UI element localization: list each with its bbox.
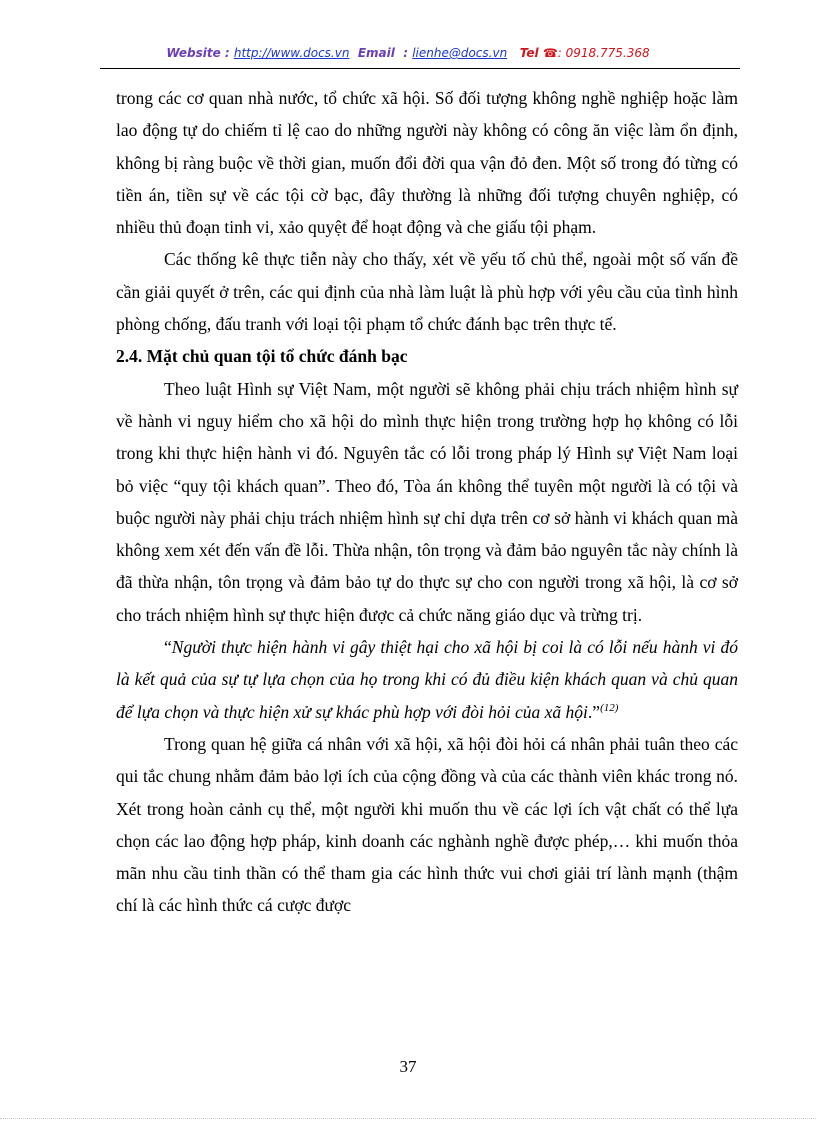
- page-bottom-border: [0, 1118, 816, 1119]
- website-label: Website: [166, 46, 221, 60]
- footnote-reference: (12): [600, 701, 619, 714]
- paragraph-3: Theo luật Hình sự Việt Nam, một người sẽ không phải chịu trách nhiệm hình sự về hành vi nguy hiểm cho xã hội do mình thực hiện trong trường hợp họ không có lỗi trong khi thực hiện hành vi đó. Nguyên tắc có lỗi trong pháp lý Hình sự Việt Nam loại bỏ việc “quy tội khách quan”. Theo đó, Tòa án không thể tuyên một người là có tội và buộc người này phải chịu trách nhiệm hình sự chỉ dựa trên cơ sở hành vi khách quan mà không xem xét đến vấn đề lỗi. Thừa nhận, tôn trọng và đảm bảo nguyên tắc này chính là đã thừa nhận, tôn trọng và đảm bảo tự do thực sự cho con người trong xã hội, là cơ sở cho trách nhiệm hình sự thực hiện được cả chức năng giáo dục và trừng trị.: [116, 378, 738, 625]
- website-link[interactable]: http://www.docs.vn: [233, 46, 350, 60]
- phone-icon: ☎: [542, 46, 558, 60]
- quote-close-mark: .”: [587, 701, 601, 722]
- page-number: 37: [399, 1057, 417, 1076]
- section-heading: 2.4. Mặt chủ quan tội tổ chức đánh bạc: [116, 346, 408, 367]
- quote-paragraph: [116, 631, 738, 728]
- paragraph-4: Trong quan hệ giữa cá nhân với xã hội, xã hội đòi hỏi cá nhân phải tuân theo các qui tắc chung nhằm đảm bảo lợi ích của cộng đồng và của các thành viên khác trong nó. Xét trong hoàn cảnh cụ thể, một người khi muốn thu về các lợi ích vật chất có thể lựa chọn các lao động hợp pháp, kinh doanh các nghành nghề được phép,… khi muốn thỏa mãn nhu cầu tinh thần có thể tham gia các hình thức vui chơi giải trí lành mạnh (thậm chí là các hình thức cá cược được: [116, 733, 738, 916]
- quote-text: Người thực hiện hành vi gây thiệt hại cho xã hội bị coi là có lỗi nếu hành vi đó là kết quả của sự tự lựa chọn của họ trong khi có đủ điều kiện khách quan và chủ quan để lựa chọn và thực hiện xử sự khác phù hợp với đòi hỏi của xã hội: [116, 637, 738, 722]
- email-link[interactable]: lienhe@docs.vn: [412, 46, 508, 60]
- tel-number: : 0918.775.368: [557, 46, 650, 60]
- page-header: Website : http://www.docs.vn Email : lienhe@docs.vn Tel ☎: 0918.775.368: [166, 46, 650, 60]
- paragraph-1: trong các cơ quan nhà nước, tổ chức xã hội. Số đối tượng không nghề nghiệp hoặc làm lao động tự do chiếm tỉ lệ cao do những người này không có công ăn việc làm ổn định, không bị ràng buộc về thời gian, muốn đổi đời qua vận đỏ đen. Một số trong đó từng có tiền án, tiền sự về các tội cờ bạc, đây thường là những đối tượng chuyên nghiệp, có nhiều thủ đoạn tinh vi, xảo quyệt để hoạt động và che giấu tội phạm.: [116, 88, 738, 238]
- paragraph-2: Các thống kê thực tiễn này cho thấy, xét về yếu tố chủ thể, ngoài một số vấn đề cần giải quyết ở trên, các qui định của nhà làm luật là phù hợp với yêu cầu của tình hình phòng chống, đấu tranh với loại tội phạm tổ chức đánh bạc trên thực tế.: [116, 249, 738, 335]
- quote-open-mark: “: [164, 637, 172, 658]
- page-body: [116, 82, 738, 922]
- tel-label: Tel: [519, 46, 539, 60]
- email-label: Email: [357, 46, 395, 60]
- header-divider: [100, 68, 740, 69]
